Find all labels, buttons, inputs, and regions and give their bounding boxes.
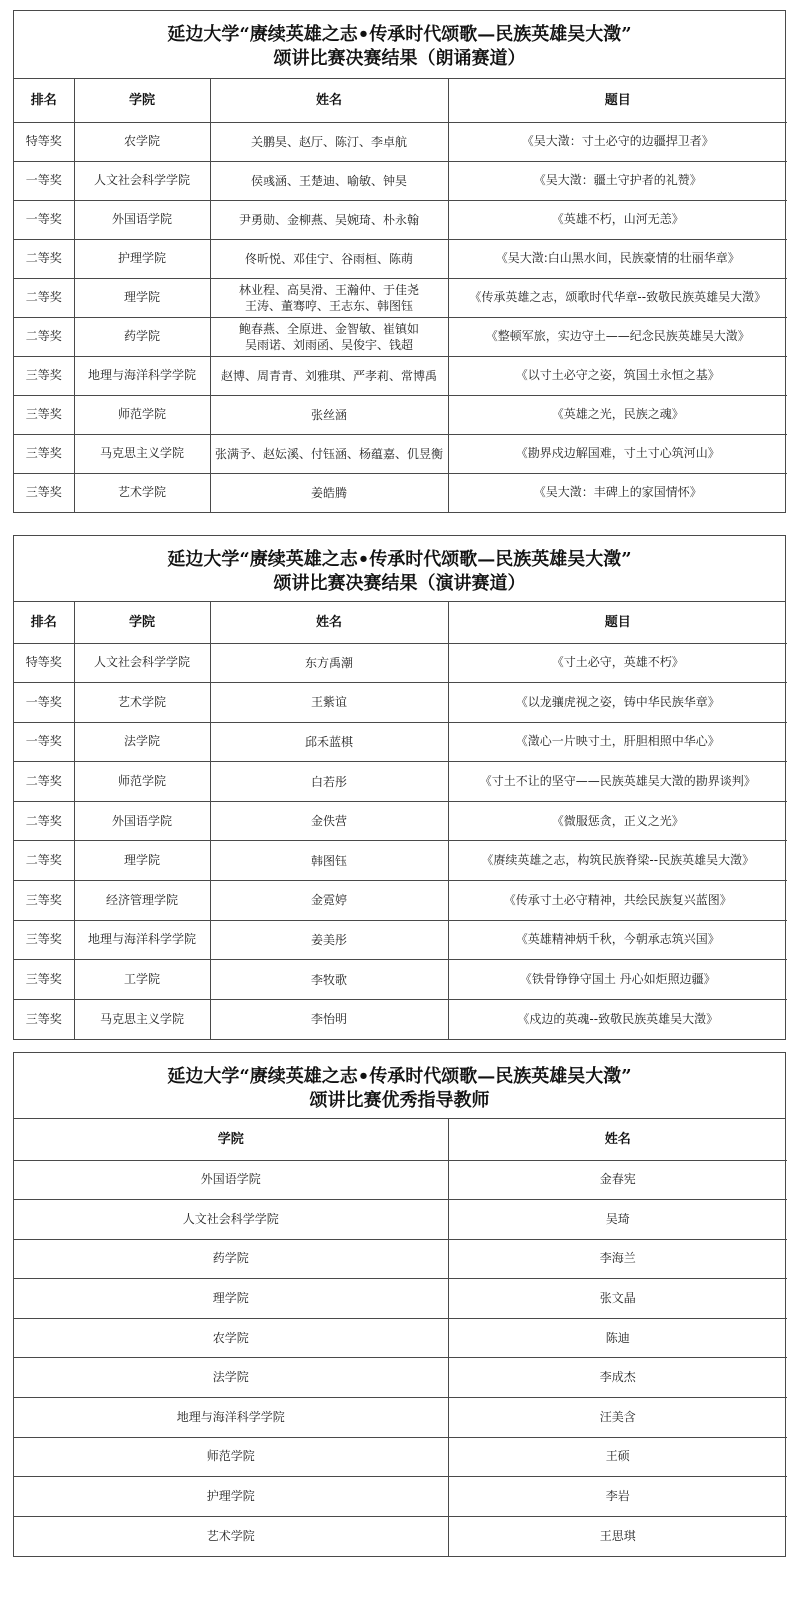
table-row bbox=[14, 1398, 787, 1438]
topic-cell: 《吴大澂:白山黑水间，民族豪情的壮丽华章》 bbox=[448, 239, 787, 278]
table-row bbox=[14, 317, 787, 356]
rank-cell: 一等奖 bbox=[14, 722, 74, 762]
table-row bbox=[14, 1239, 787, 1279]
table-row bbox=[14, 841, 787, 881]
rank-header: 排名 bbox=[30, 614, 57, 630]
table-row bbox=[14, 683, 787, 723]
table-row bbox=[14, 473, 787, 512]
college-cell: 外国语学院 bbox=[74, 200, 210, 239]
topic-cell: 《澂心一片映寸土，肝胆相照中华心》 bbox=[448, 722, 787, 762]
names-line: 邱禾蓝棋 bbox=[304, 734, 353, 749]
names-line: 关鹏昊、赵厅、陈汀、李卓航 bbox=[250, 134, 407, 149]
college-cell: 人文社会科学学院 bbox=[74, 161, 210, 200]
names-cell bbox=[210, 643, 448, 683]
table-row bbox=[14, 395, 787, 434]
table-row bbox=[14, 356, 787, 395]
college-cell: 师范学院 bbox=[74, 762, 210, 802]
teachers-table bbox=[14, 1119, 787, 1556]
names-cell bbox=[210, 841, 448, 881]
college-cell: 法学院 bbox=[14, 1358, 448, 1398]
names-line: 姜美彤 bbox=[310, 932, 347, 947]
college-cell: 马克思主义学院 bbox=[74, 999, 210, 1039]
names-cell bbox=[210, 356, 448, 395]
topic-cell: 《勘界戍边解国难，寸土寸心筑河山》 bbox=[448, 434, 787, 473]
names-line: 东方禹潮 bbox=[304, 655, 353, 670]
table-row bbox=[14, 999, 787, 1039]
college-cell: 药学院 bbox=[14, 1239, 448, 1279]
reading-results-title bbox=[14, 11, 785, 79]
college-cell: 经济管理学院 bbox=[74, 881, 210, 921]
names-line: 张丝涵 bbox=[310, 407, 347, 422]
rank-cell: 二等奖 bbox=[14, 841, 74, 881]
college-cell: 外国语学院 bbox=[14, 1160, 448, 1200]
table-row bbox=[14, 1437, 787, 1477]
title-line-1: 延边大学“赓续英雄之志•传承时代颂歌—民族英雄吴大澂” bbox=[167, 24, 632, 45]
rank-cell: 一等奖 bbox=[14, 683, 74, 723]
header-row bbox=[14, 79, 787, 122]
names-cell bbox=[210, 434, 448, 473]
college-cell: 马克思主义学院 bbox=[74, 434, 210, 473]
names-line: 赵博、周青青、刘雅琪、严孝莉、常博禹 bbox=[220, 368, 437, 383]
table-row bbox=[14, 1477, 787, 1517]
topic-cell: 《传承英雄之志，颂歌时代华章--致敬民族英雄吴大澂》 bbox=[448, 278, 787, 317]
name-header: 姓名 bbox=[448, 1119, 787, 1160]
rank-cell: 三等奖 bbox=[14, 395, 74, 434]
topic-cell: 《传承寸土必守精神，共绘民族复兴蓝图》 bbox=[448, 881, 787, 921]
table-row bbox=[14, 1160, 787, 1200]
topic-cell: 《寸土必守，英雄不朽》 bbox=[448, 643, 787, 683]
college-cell: 地理与海洋科学学院 bbox=[74, 356, 210, 395]
rank-cell: 特等奖 bbox=[14, 643, 74, 683]
names-line: 白若彤 bbox=[310, 774, 347, 789]
names-line: 吴雨诺、刘雨函、吴俊宇、钱超 bbox=[244, 337, 413, 352]
names-cell bbox=[210, 999, 448, 1039]
table-row bbox=[14, 1516, 787, 1556]
topic-cell: 《英雄不朽，山河无恙》 bbox=[448, 200, 787, 239]
rank-cell: 三等奖 bbox=[14, 960, 74, 1000]
teacher-name-cell: 李成杰 bbox=[448, 1358, 787, 1398]
topic-cell: 《整顿军旅，实边守土——纪念民族英雄吴大澂》 bbox=[448, 317, 787, 356]
teacher-name-cell: 王思琪 bbox=[448, 1516, 787, 1556]
rank-cell: 三等奖 bbox=[14, 434, 74, 473]
topic-cell: 《以龙骧虎视之姿，铸中华民族华章》 bbox=[448, 683, 787, 723]
teacher-name-cell: 李岩 bbox=[448, 1477, 787, 1517]
college-cell: 护理学院 bbox=[14, 1477, 448, 1517]
title-line-1: 延边大学“赓续英雄之志•传承时代颂歌—民族英雄吴大澂” bbox=[167, 549, 632, 570]
rank-cell: 二等奖 bbox=[14, 317, 74, 356]
topic-header: 题目 bbox=[448, 79, 787, 122]
college-cell: 师范学院 bbox=[14, 1437, 448, 1477]
names-line: 李牧歌 bbox=[310, 972, 347, 987]
table-row bbox=[14, 1358, 787, 1398]
college-header: 学院 bbox=[74, 79, 210, 122]
rank-cell: 三等奖 bbox=[14, 473, 74, 512]
college-cell: 艺术学院 bbox=[74, 473, 210, 512]
names-line: 姜皓腾 bbox=[310, 485, 347, 500]
names-cell bbox=[210, 395, 448, 434]
table-row bbox=[14, 434, 787, 473]
rank-header: 排名 bbox=[30, 92, 57, 108]
table-row bbox=[14, 762, 787, 802]
names-line: 金霓婷 bbox=[310, 893, 347, 908]
reading-results-table bbox=[14, 79, 787, 512]
rank-cell: 三等奖 bbox=[14, 920, 74, 960]
table-row bbox=[14, 643, 787, 683]
topic-cell: 《吴大澂：丰碑上的家国情怀》 bbox=[448, 473, 787, 512]
names-line: 王紫谊 bbox=[310, 695, 347, 710]
topic-cell: 《赓续英雄之志，构筑民族脊梁--民族英雄吴大澂》 bbox=[448, 841, 787, 881]
college-cell: 农学院 bbox=[74, 122, 210, 161]
names-cell bbox=[210, 200, 448, 239]
topic-cell: 《铁骨铮铮守国土 丹心如炬照边疆》 bbox=[448, 960, 787, 1000]
topic-header: 题目 bbox=[448, 602, 787, 643]
topic-cell: 《以寸土必守之姿，筑国土永恒之基》 bbox=[448, 356, 787, 395]
rank-cell: 二等奖 bbox=[14, 239, 74, 278]
names-cell bbox=[210, 683, 448, 723]
college-cell: 护理学院 bbox=[74, 239, 210, 278]
college-cell: 人文社会科学学院 bbox=[14, 1200, 448, 1240]
names-line: 张满予、赵妘溪、付钰涵、杨蕴嘉、仉昱衡 bbox=[214, 446, 443, 461]
college-cell: 工学院 bbox=[74, 960, 210, 1000]
college-cell: 理学院 bbox=[74, 841, 210, 881]
topic-cell: 《吴大澂：疆土守护者的礼赞》 bbox=[448, 161, 787, 200]
teacher-name-cell: 吴琦 bbox=[448, 1200, 787, 1240]
table-row bbox=[14, 801, 787, 841]
table-row bbox=[14, 239, 787, 278]
names-cell bbox=[210, 762, 448, 802]
rank-cell: 三等奖 bbox=[14, 881, 74, 921]
rank-cell: 二等奖 bbox=[14, 762, 74, 802]
college-header: 学院 bbox=[217, 1131, 244, 1147]
names-cell bbox=[210, 473, 448, 512]
names-header: 姓名 bbox=[210, 79, 448, 122]
table-row bbox=[14, 1318, 787, 1358]
teacher-name-cell: 金春宪 bbox=[448, 1160, 787, 1200]
rank-cell: 三等奖 bbox=[14, 999, 74, 1039]
names-cell bbox=[210, 122, 448, 161]
rank-cell: 二等奖 bbox=[14, 801, 74, 841]
speech-results-title bbox=[14, 536, 785, 602]
names-cell bbox=[210, 801, 448, 841]
table-row bbox=[14, 122, 787, 161]
names-line: 王涛、董骞哼、王志东、韩图钰 bbox=[244, 298, 413, 313]
title-line-1: 延边大学“赓续英雄之志•传承时代颂歌—民族英雄吴大澂” bbox=[167, 1066, 632, 1087]
topic-cell: 《戍边的英魂--致敬民族英雄吴大澂》 bbox=[448, 999, 787, 1039]
college-cell: 地理与海洋科学学院 bbox=[74, 920, 210, 960]
college-cell: 艺术学院 bbox=[14, 1516, 448, 1556]
names-cell bbox=[210, 920, 448, 960]
names-line: 鲍春燕、全原进、金智敏、崔镇如 bbox=[238, 321, 419, 336]
topic-cell: 《寸土不让的坚守——民族英雄吴大澂的勘界谈判》 bbox=[448, 762, 787, 802]
rank-cell: 三等奖 bbox=[14, 356, 74, 395]
names-cell bbox=[210, 881, 448, 921]
table-row bbox=[14, 278, 787, 317]
names-header: 姓名 bbox=[210, 602, 448, 643]
names-cell bbox=[210, 317, 448, 356]
college-cell: 艺术学院 bbox=[74, 683, 210, 723]
header-row bbox=[14, 1119, 787, 1160]
college-cell: 师范学院 bbox=[74, 395, 210, 434]
rank-cell: 一等奖 bbox=[14, 200, 74, 239]
college-cell: 地理与海洋科学学院 bbox=[14, 1398, 448, 1438]
topic-cell: 《英雄精神炳千秋，今朝承志筑兴国》 bbox=[448, 920, 787, 960]
teachers-title bbox=[14, 1053, 785, 1119]
rank-cell: 特等奖 bbox=[14, 122, 74, 161]
topic-cell: 《吴大澂：寸土必守的边疆捍卫者》 bbox=[448, 122, 787, 161]
topic-cell: 《微服惩贪，正义之光》 bbox=[448, 801, 787, 841]
table-row bbox=[14, 1279, 787, 1319]
college-cell: 药学院 bbox=[74, 317, 210, 356]
names-cell bbox=[210, 161, 448, 200]
speech-results-panel bbox=[13, 535, 786, 1040]
college-cell: 理学院 bbox=[14, 1279, 448, 1319]
college-cell: 法学院 bbox=[74, 722, 210, 762]
rank-cell: 二等奖 bbox=[14, 278, 74, 317]
table-row bbox=[14, 920, 787, 960]
reading-results-panel bbox=[13, 10, 786, 513]
speech-results-table bbox=[14, 602, 787, 1039]
college-cell: 农学院 bbox=[14, 1318, 448, 1358]
names-cell bbox=[210, 278, 448, 317]
names-line: 李怡明 bbox=[310, 1012, 347, 1027]
names-line: 韩图钰 bbox=[310, 853, 347, 868]
teacher-name-cell: 张文晶 bbox=[448, 1279, 787, 1319]
names-line: 侯彧涵、王楚迪、喻敏、钟昊 bbox=[250, 173, 407, 188]
college-cell: 外国语学院 bbox=[74, 801, 210, 841]
table-row bbox=[14, 960, 787, 1000]
college-header: 学院 bbox=[74, 602, 210, 643]
teacher-name-cell: 王硕 bbox=[448, 1437, 787, 1477]
table-row bbox=[14, 722, 787, 762]
teachers-panel bbox=[13, 1052, 786, 1557]
names-line: 金佚营 bbox=[310, 814, 347, 829]
table-row bbox=[14, 200, 787, 239]
table-row bbox=[14, 161, 787, 200]
title-line-2: 颂讲比赛决赛结果（演讲赛道） bbox=[273, 573, 526, 594]
names-line: 尹勇勋、金柳燕、吴婉琦、朴永翰 bbox=[238, 212, 419, 227]
teacher-name-cell: 李海兰 bbox=[448, 1239, 787, 1279]
title-line-2: 颂讲比赛优秀指导教师 bbox=[309, 1090, 490, 1111]
topic-cell: 《英雄之光，民族之魂》 bbox=[448, 395, 787, 434]
table-row bbox=[14, 1200, 787, 1240]
teacher-name-cell: 陈迪 bbox=[448, 1318, 787, 1358]
title-line-2: 颂讲比赛决赛结果（朗诵赛道） bbox=[273, 48, 526, 69]
table-row bbox=[14, 881, 787, 921]
college-cell: 人文社会科学学院 bbox=[74, 643, 210, 683]
college-cell: 理学院 bbox=[74, 278, 210, 317]
names-cell bbox=[210, 960, 448, 1000]
teacher-name-cell: 汪美含 bbox=[448, 1398, 787, 1438]
header-row bbox=[14, 602, 787, 643]
rank-cell: 一等奖 bbox=[14, 161, 74, 200]
names-line: 林业程、高昊滑、王瀚仲、于佳尧 bbox=[238, 282, 419, 297]
names-cell bbox=[210, 722, 448, 762]
names-line: 佟昕悦、邓佳宁、谷雨桓、陈萌 bbox=[244, 251, 413, 266]
names-cell bbox=[210, 239, 448, 278]
